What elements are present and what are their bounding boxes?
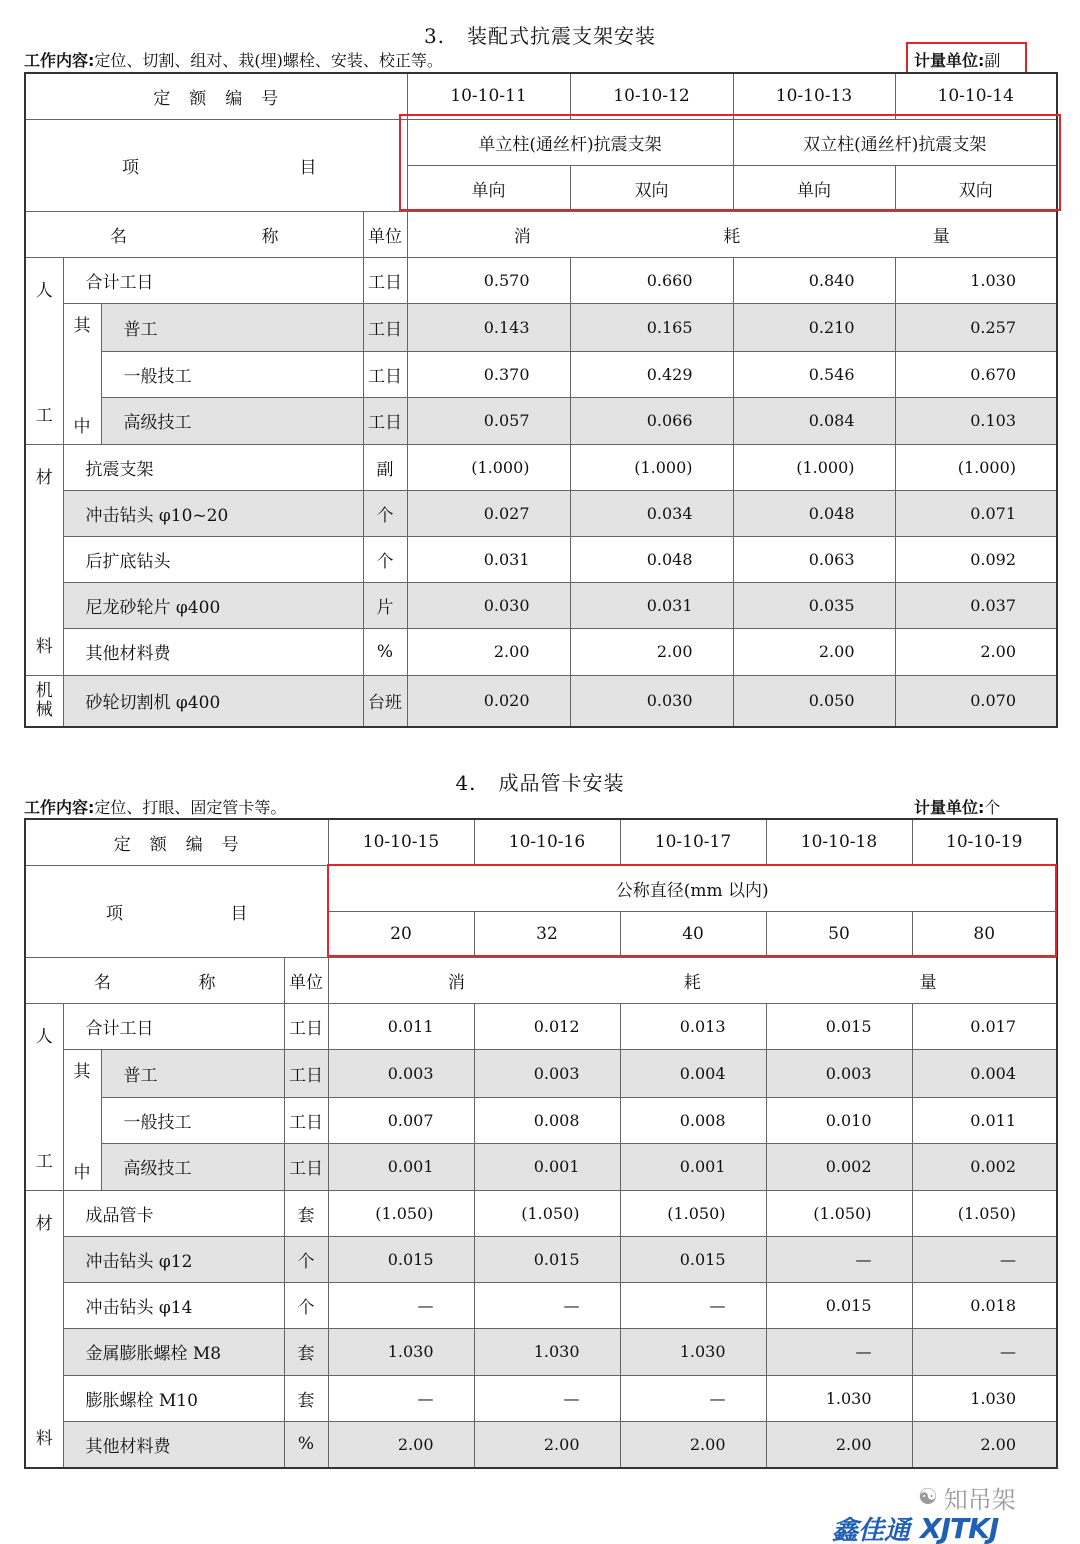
value-cell: 0.030 bbox=[407, 583, 570, 629]
row-unit: 个 bbox=[363, 490, 407, 536]
value-cell: — bbox=[620, 1283, 766, 1329]
header-row-group bbox=[25, 119, 1057, 165]
value-cell: 0.015 bbox=[766, 1003, 912, 1049]
row-name: 合计工日 bbox=[63, 257, 363, 303]
code-cell: 10-10-16 bbox=[474, 819, 620, 865]
value-cell: 0.063 bbox=[733, 536, 895, 582]
value-cell: — bbox=[474, 1375, 620, 1421]
code-cell: 10-10-17 bbox=[620, 819, 766, 865]
row-unit: 工日 bbox=[363, 398, 407, 444]
consumption-header: 消 耗 量 bbox=[407, 211, 1057, 257]
unit-label: 计量单位: bbox=[914, 798, 985, 817]
value-cell: 0.010 bbox=[766, 1097, 912, 1143]
row-unit: 套 bbox=[284, 1329, 328, 1375]
table-row bbox=[25, 490, 1057, 536]
table-row bbox=[25, 398, 1057, 444]
row-name: 尼龙砂轮片 φ400 bbox=[63, 583, 363, 629]
value-cell: (1.000) bbox=[733, 444, 895, 490]
value-cell: 1.030 bbox=[474, 1329, 620, 1375]
value-cell: 0.031 bbox=[407, 536, 570, 582]
value-cell: (1.000) bbox=[570, 444, 733, 490]
code-cell: 10-10-18 bbox=[766, 819, 912, 865]
value-cell: 0.001 bbox=[328, 1144, 474, 1190]
value-cell: 0.008 bbox=[620, 1097, 766, 1143]
table-row bbox=[25, 1003, 1057, 1049]
table-row bbox=[25, 1283, 1057, 1329]
value-cell: — bbox=[766, 1236, 912, 1282]
value-cell: 0.050 bbox=[733, 675, 895, 727]
header-row-quota bbox=[25, 73, 1057, 119]
category-labor: 人 工 bbox=[25, 1003, 63, 1190]
section4-title-text: 成品管卡安装 bbox=[498, 771, 625, 795]
unit-label: 计量单位: bbox=[914, 51, 985, 70]
row-name: 成品管卡 bbox=[63, 1190, 284, 1236]
value-cell: 0.143 bbox=[407, 303, 570, 351]
value-cell: — bbox=[912, 1236, 1057, 1282]
header-row-name bbox=[25, 957, 1057, 1003]
section4-title bbox=[0, 767, 1080, 796]
value-cell: 0.007 bbox=[328, 1097, 474, 1143]
value-cell: 0.546 bbox=[733, 351, 895, 397]
value-cell: 0.017 bbox=[912, 1003, 1057, 1049]
value-cell: 1.030 bbox=[895, 257, 1057, 303]
table-row bbox=[25, 1144, 1057, 1190]
row-name: 其他材料费 bbox=[63, 629, 363, 675]
value-cell: — bbox=[328, 1375, 474, 1421]
value-cell: — bbox=[912, 1329, 1057, 1375]
category-within: 其 中 bbox=[63, 1049, 101, 1190]
value-cell: 1.030 bbox=[766, 1375, 912, 1421]
row-unit: 工日 bbox=[363, 303, 407, 351]
category-machine: 机械 bbox=[25, 675, 63, 727]
value-cell: 0.840 bbox=[733, 257, 895, 303]
brand-en: XJTKJ bbox=[920, 1512, 999, 1544]
value-cell: 0.048 bbox=[570, 536, 733, 582]
category-within: 其 中 bbox=[63, 303, 101, 444]
row-unit: 个 bbox=[363, 536, 407, 582]
value-cell: 2.00 bbox=[733, 629, 895, 675]
value-cell: 0.070 bbox=[895, 675, 1057, 727]
value-cell: 0.103 bbox=[895, 398, 1057, 444]
value-cell: 2.00 bbox=[328, 1421, 474, 1467]
sub-header: 单向 bbox=[407, 165, 570, 211]
unit-header: 单位 bbox=[284, 957, 328, 1003]
unit-header: 单位 bbox=[363, 211, 407, 257]
value-cell: 0.257 bbox=[895, 303, 1057, 351]
value-cell: 0.004 bbox=[620, 1049, 766, 1097]
value-cell: 0.015 bbox=[766, 1283, 912, 1329]
row-name: 高级技工 bbox=[101, 1144, 284, 1190]
value-cell: 0.003 bbox=[766, 1049, 912, 1097]
value-cell: (1.050) bbox=[474, 1190, 620, 1236]
value-cell: (1.050) bbox=[766, 1190, 912, 1236]
table-row bbox=[25, 1375, 1057, 1421]
value-cell: 0.035 bbox=[733, 583, 895, 629]
table-row bbox=[25, 1190, 1057, 1236]
row-unit: 套 bbox=[284, 1190, 328, 1236]
brand-cn: 鑫佳通 bbox=[832, 1516, 911, 1544]
row-name: 合计工日 bbox=[63, 1003, 284, 1049]
unit-value: 副 bbox=[984, 51, 1001, 70]
work-label: 工作内容: bbox=[24, 51, 95, 70]
row-name: 抗震支架 bbox=[63, 444, 363, 490]
header-row-quota bbox=[25, 819, 1057, 865]
value-cell: 0.004 bbox=[912, 1049, 1057, 1097]
value-cell: 2.00 bbox=[407, 629, 570, 675]
value-cell: 0.165 bbox=[570, 303, 733, 351]
row-unit: 个 bbox=[284, 1283, 328, 1329]
row-unit: 工日 bbox=[284, 1144, 328, 1190]
value-cell: (1.050) bbox=[620, 1190, 766, 1236]
value-cell: 0.001 bbox=[474, 1144, 620, 1190]
row-name: 其他材料费 bbox=[63, 1421, 284, 1467]
row-unit: 片 bbox=[363, 583, 407, 629]
header-row-name bbox=[25, 211, 1057, 257]
value-cell: 0.210 bbox=[733, 303, 895, 351]
section4-unit bbox=[914, 795, 1000, 818]
table-row bbox=[25, 1329, 1057, 1375]
group-double-column: 双立柱(通丝杆)抗震支架 bbox=[733, 119, 1057, 165]
row-unit: 工日 bbox=[284, 1097, 328, 1143]
value-cell: 0.003 bbox=[474, 1049, 620, 1097]
sub-header: 50 bbox=[766, 911, 912, 957]
row-name: 膨胀螺栓 M10 bbox=[63, 1375, 284, 1421]
wechat-account: 知吊架 bbox=[943, 1486, 1016, 1514]
row-unit: % bbox=[363, 629, 407, 675]
value-cell: (1.050) bbox=[328, 1190, 474, 1236]
value-cell: 0.057 bbox=[407, 398, 570, 444]
name-header: 名 称 bbox=[25, 211, 363, 257]
section3-number: 3. bbox=[423, 24, 446, 48]
table-row bbox=[25, 303, 1057, 351]
value-cell: 2.00 bbox=[570, 629, 733, 675]
sub-header: 双向 bbox=[570, 165, 733, 211]
value-cell: 0.018 bbox=[912, 1283, 1057, 1329]
section3-unit bbox=[914, 48, 1000, 71]
value-cell: — bbox=[474, 1283, 620, 1329]
work-label: 工作内容: bbox=[24, 798, 95, 817]
value-cell: — bbox=[766, 1329, 912, 1375]
section3-table bbox=[24, 72, 1058, 728]
row-unit: 工日 bbox=[284, 1049, 328, 1097]
value-cell: 0.670 bbox=[895, 351, 1057, 397]
value-cell: 0.015 bbox=[328, 1236, 474, 1282]
section3-title-text: 装配式抗震支架安装 bbox=[467, 24, 657, 48]
brand-logo bbox=[832, 1510, 998, 1544]
value-cell: 0.015 bbox=[474, 1236, 620, 1282]
value-cell: (1.000) bbox=[895, 444, 1057, 490]
row-name: 砂轮切割机 φ400 bbox=[63, 675, 363, 727]
value-cell: 2.00 bbox=[912, 1421, 1057, 1467]
group-single-column: 单立柱(通丝杆)抗震支架 bbox=[407, 119, 733, 165]
value-cell: 0.034 bbox=[570, 490, 733, 536]
row-unit: % bbox=[284, 1421, 328, 1467]
sub-header: 40 bbox=[620, 911, 766, 957]
header-row-group bbox=[25, 865, 1057, 911]
value-cell: 2.00 bbox=[474, 1421, 620, 1467]
group-nominal-diameter: 公称直径(mm 以内) bbox=[328, 865, 1057, 911]
row-unit: 个 bbox=[284, 1236, 328, 1282]
value-cell: 0.066 bbox=[570, 398, 733, 444]
consumption-header: 消 耗 量 bbox=[328, 957, 1057, 1003]
value-cell: 0.027 bbox=[407, 490, 570, 536]
section3-title bbox=[0, 20, 1080, 49]
row-name: 普工 bbox=[101, 1049, 284, 1097]
section4-work-content bbox=[24, 795, 286, 818]
value-cell: 0.011 bbox=[328, 1003, 474, 1049]
value-cell: (1.050) bbox=[912, 1190, 1057, 1236]
value-cell: 0.037 bbox=[895, 583, 1057, 629]
quota-number-header: 定 额 编 号 bbox=[25, 73, 407, 119]
row-unit: 台班 bbox=[363, 675, 407, 727]
value-cell: 2.00 bbox=[620, 1421, 766, 1467]
value-cell: 0.020 bbox=[407, 675, 570, 727]
value-cell: 0.015 bbox=[620, 1236, 766, 1282]
table-row bbox=[25, 351, 1057, 397]
code-cell: 10-10-12 bbox=[570, 73, 733, 119]
item-header: 项 目 bbox=[25, 865, 328, 957]
work-text: 定位、切割、组对、栽(埋)螺栓、安装、校正等。 bbox=[94, 51, 443, 70]
section3-work-content bbox=[24, 48, 443, 71]
row-name: 高级技工 bbox=[101, 398, 363, 444]
row-name: 冲击钻头 φ14 bbox=[63, 1283, 284, 1329]
row-name: 后扩底钻头 bbox=[63, 536, 363, 582]
unit-value: 个 bbox=[984, 798, 1001, 817]
value-cell: 0.012 bbox=[474, 1003, 620, 1049]
row-unit: 工日 bbox=[284, 1003, 328, 1049]
wechat-icon: ☯ bbox=[918, 1485, 938, 1510]
section4-table bbox=[24, 818, 1058, 1469]
row-name: 一般技工 bbox=[101, 351, 363, 397]
table-row bbox=[25, 675, 1057, 727]
table-row bbox=[25, 1097, 1057, 1143]
row-unit: 副 bbox=[363, 444, 407, 490]
value-cell: 0.048 bbox=[733, 490, 895, 536]
value-cell: 1.030 bbox=[912, 1375, 1057, 1421]
value-cell: 0.429 bbox=[570, 351, 733, 397]
row-name: 冲击钻头 φ12 bbox=[63, 1236, 284, 1282]
value-cell: 0.002 bbox=[912, 1144, 1057, 1190]
row-name: 金属膨胀螺栓 M8 bbox=[63, 1329, 284, 1375]
value-cell: 0.003 bbox=[328, 1049, 474, 1097]
quota-number-header: 定 额 编 号 bbox=[25, 819, 328, 865]
sub-header: 单向 bbox=[733, 165, 895, 211]
work-text: 定位、打眼、固定管卡等。 bbox=[94, 798, 287, 817]
name-header: 名 称 bbox=[25, 957, 284, 1003]
code-cell: 10-10-14 bbox=[895, 73, 1057, 119]
row-unit: 工日 bbox=[363, 257, 407, 303]
item-header: 项 目 bbox=[25, 119, 407, 211]
value-cell: 2.00 bbox=[895, 629, 1057, 675]
value-cell: 0.084 bbox=[733, 398, 895, 444]
value-cell: 0.031 bbox=[570, 583, 733, 629]
table-row bbox=[25, 629, 1057, 675]
sub-header: 80 bbox=[912, 911, 1057, 957]
value-cell: 0.092 bbox=[895, 536, 1057, 582]
value-cell: 0.001 bbox=[620, 1144, 766, 1190]
sub-header: 20 bbox=[328, 911, 474, 957]
sub-header: 32 bbox=[474, 911, 620, 957]
value-cell: 0.660 bbox=[570, 257, 733, 303]
category-labor: 人 工 bbox=[25, 257, 63, 444]
row-name: 冲击钻头 φ10~20 bbox=[63, 490, 363, 536]
category-material: 材 料 bbox=[25, 1190, 63, 1468]
value-cell: 0.002 bbox=[766, 1144, 912, 1190]
value-cell: (1.000) bbox=[407, 444, 570, 490]
category-material: 材 料 bbox=[25, 444, 63, 675]
value-cell: 1.030 bbox=[328, 1329, 474, 1375]
row-unit: 套 bbox=[284, 1375, 328, 1421]
table-row bbox=[25, 257, 1057, 303]
value-cell: — bbox=[328, 1283, 474, 1329]
value-cell: 0.013 bbox=[620, 1003, 766, 1049]
value-cell: 0.370 bbox=[407, 351, 570, 397]
value-cell: — bbox=[620, 1375, 766, 1421]
code-cell: 10-10-11 bbox=[407, 73, 570, 119]
code-cell: 10-10-19 bbox=[912, 819, 1057, 865]
code-cell: 10-10-15 bbox=[328, 819, 474, 865]
value-cell: 0.011 bbox=[912, 1097, 1057, 1143]
section4-number: 4. bbox=[455, 771, 477, 795]
code-cell: 10-10-13 bbox=[733, 73, 895, 119]
value-cell: 0.008 bbox=[474, 1097, 620, 1143]
table-row bbox=[25, 444, 1057, 490]
sub-header: 双向 bbox=[895, 165, 1057, 211]
row-name: 一般技工 bbox=[101, 1097, 284, 1143]
value-cell: 0.570 bbox=[407, 257, 570, 303]
row-unit: 工日 bbox=[363, 351, 407, 397]
value-cell: 2.00 bbox=[766, 1421, 912, 1467]
value-cell: 1.030 bbox=[620, 1329, 766, 1375]
table-row bbox=[25, 1421, 1057, 1467]
value-cell: 0.030 bbox=[570, 675, 733, 727]
table-row bbox=[25, 536, 1057, 582]
table-row bbox=[25, 1049, 1057, 1097]
table-row bbox=[25, 1236, 1057, 1282]
value-cell: 0.071 bbox=[895, 490, 1057, 536]
row-name: 普工 bbox=[101, 303, 363, 351]
table-row bbox=[25, 583, 1057, 629]
